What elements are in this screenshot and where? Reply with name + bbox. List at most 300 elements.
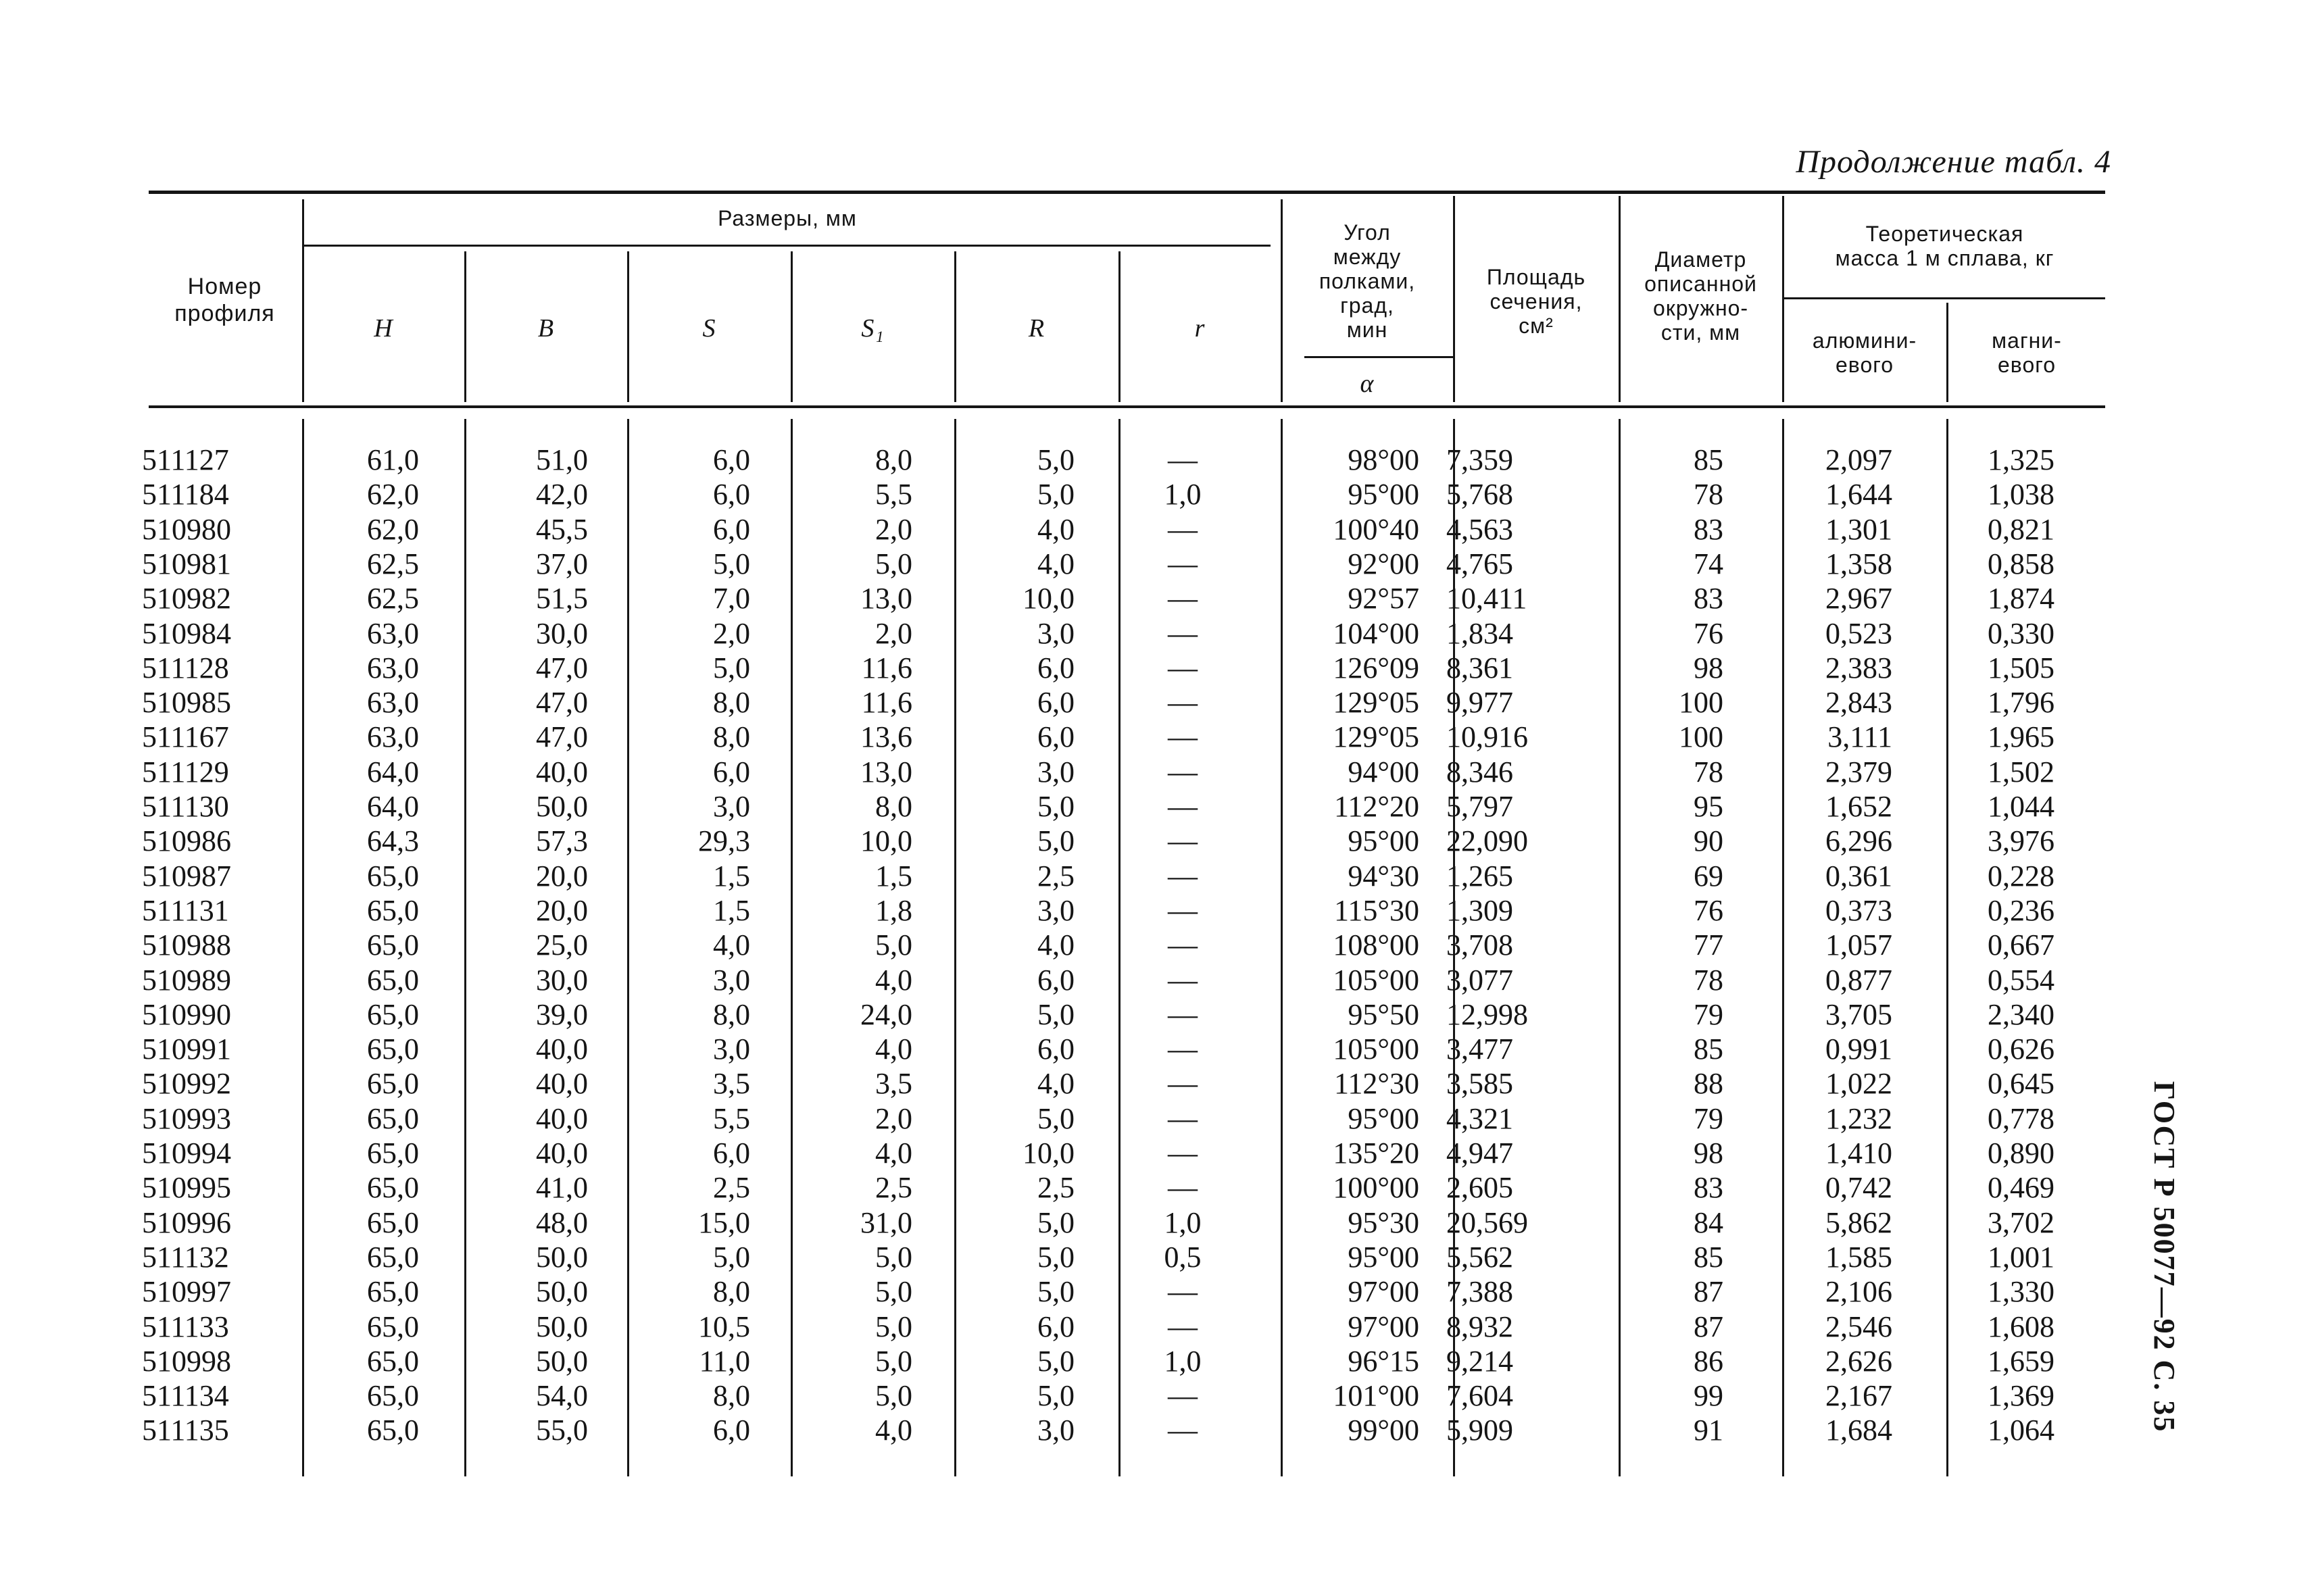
header-aluminium: алюмини- евого	[1812, 328, 1917, 377]
table-row	[0, 1101, 2314, 1137]
profile-number: 511131	[142, 893, 229, 927]
s1-value: 11,6	[861, 651, 912, 684]
profile-number: 511130	[142, 790, 229, 823]
s-value: 6,0	[713, 443, 750, 476]
diameter-value: 95	[1694, 790, 1723, 823]
angle-value: 92°00	[1348, 547, 1419, 580]
h-value: 65,0	[367, 963, 419, 997]
diameter-value: 83	[1694, 1171, 1723, 1205]
r-radius-value: 3,0	[1037, 1414, 1075, 1447]
s-value: 8,0	[713, 997, 750, 1031]
table-row	[0, 755, 2314, 790]
table-row	[0, 1344, 2314, 1379]
header-profile-number: Номер профиля	[174, 274, 275, 326]
h-value: 62,0	[367, 478, 419, 512]
aluminium-mass-value: 0,991	[1825, 1032, 1892, 1066]
r-radius-value: 3,0	[1037, 755, 1075, 789]
header-diameter: Диаметр описанной окружно- сти, мм	[1644, 247, 1757, 345]
r-small-value: —	[1168, 755, 1198, 789]
diameter-value: 100	[1679, 686, 1723, 720]
area-value: 8,346	[1446, 755, 1513, 789]
s-value: 3,0	[713, 963, 750, 997]
profile-number: 510984	[142, 616, 231, 650]
r-radius-value: 2,5	[1037, 1171, 1075, 1205]
s1-value: 8,0	[875, 790, 912, 823]
b-value: 37,0	[536, 547, 588, 580]
table-row	[0, 1205, 2314, 1241]
r-small-value: —	[1168, 859, 1198, 893]
b-value: 50,0	[536, 1344, 588, 1378]
table-row	[0, 1240, 2314, 1275]
r-radius-value: 5,0	[1037, 1275, 1075, 1309]
h-value: 63,0	[367, 720, 419, 754]
r-radius-value: 10,0	[1023, 1137, 1075, 1170]
b-value: 40,0	[536, 1101, 588, 1135]
diameter-value: 69	[1694, 859, 1723, 893]
header-angle-symbol: α	[1360, 370, 1375, 398]
r-small-value: —	[1168, 443, 1198, 476]
s1-value: 5,0	[875, 1275, 912, 1309]
angle-value: 95°00	[1348, 824, 1419, 858]
aluminium-mass-value: 2,546	[1825, 1310, 1892, 1343]
diameter-value: 86	[1694, 1344, 1723, 1378]
r-radius-value: 4,0	[1037, 1067, 1075, 1101]
r-small-value: —	[1168, 1310, 1198, 1343]
magnesium-mass-value: 0,330	[1988, 616, 2054, 650]
s-value: 3,5	[713, 1067, 750, 1101]
s-value: 29,3	[698, 824, 750, 858]
r-small-value: —	[1168, 1067, 1198, 1101]
s1-value: 31,0	[860, 1205, 912, 1239]
angle-value: 97°00	[1348, 1275, 1419, 1309]
profile-number: 510980	[142, 512, 231, 546]
r-small-value: 1,0	[1164, 1205, 1202, 1239]
area-value: 4,947	[1446, 1137, 1513, 1170]
s-value: 15,0	[698, 1205, 750, 1239]
area-value: 10,916	[1446, 720, 1528, 754]
aluminium-mass-value: 1,410	[1825, 1137, 1892, 1170]
s-value: 1,5	[713, 893, 750, 927]
r-radius-value: 3,0	[1037, 893, 1075, 927]
aluminium-mass-value: 2,379	[1825, 755, 1892, 789]
aluminium-mass-value: 0,361	[1825, 859, 1892, 893]
r-small-value: 0,5	[1164, 1240, 1202, 1274]
r-radius-value: 5,0	[1037, 824, 1075, 858]
h-value: 63,0	[367, 651, 419, 684]
table-row	[0, 928, 2314, 963]
profile-number: 511135	[142, 1414, 229, 1447]
b-value: 20,0	[536, 859, 588, 893]
area-value: 5,797	[1446, 790, 1513, 823]
r-radius-value: 6,0	[1037, 963, 1075, 997]
diameter-value: 74	[1694, 547, 1723, 580]
b-value: 51,0	[536, 443, 588, 476]
s-value: 1,5	[713, 859, 750, 893]
s1-value: 5,5	[875, 478, 912, 512]
b-value: 57,3	[536, 824, 588, 858]
magnesium-mass-value: 0,821	[1988, 512, 2054, 546]
magnesium-mass-value: 3,702	[1988, 1205, 2054, 1239]
aluminium-mass-value: 2,097	[1825, 443, 1892, 476]
aluminium-mass-value: 1,585	[1825, 1240, 1892, 1274]
profile-number: 510991	[142, 1032, 231, 1066]
b-value: 45,5	[536, 512, 588, 546]
aluminium-mass-value: 6,296	[1825, 824, 1892, 858]
angle-value: 101°00	[1333, 1379, 1419, 1413]
diameter-value: 83	[1694, 512, 1723, 546]
magnesium-mass-value: 1,001	[1988, 1240, 2054, 1274]
s1-value: 8,0	[875, 443, 912, 476]
s-value: 6,0	[713, 1137, 750, 1170]
profile-number: 510993	[142, 1101, 231, 1135]
r-radius-value: 5,0	[1037, 443, 1075, 476]
r-small-value: 1,0	[1164, 1344, 1202, 1378]
aluminium-mass-value: 1,684	[1825, 1414, 1892, 1447]
table-row	[0, 1136, 2314, 1171]
r-radius-value: 6,0	[1037, 720, 1075, 754]
angle-value: 112°20	[1334, 790, 1419, 823]
s1-value: 24,0	[860, 997, 912, 1031]
profile-number: 510995	[142, 1171, 231, 1205]
dimensions-underline	[303, 245, 1271, 247]
b-value: 41,0	[536, 1171, 588, 1205]
profile-number: 511134	[142, 1379, 229, 1413]
magnesium-mass-value: 0,890	[1988, 1137, 2054, 1170]
r-radius-value: 5,0	[1037, 1101, 1075, 1135]
diameter-value: 78	[1694, 478, 1723, 512]
diameter-value: 84	[1694, 1205, 1723, 1239]
h-value: 65,0	[367, 1205, 419, 1239]
b-value: 30,0	[536, 963, 588, 997]
diameter-value: 98	[1694, 1137, 1723, 1170]
diameter-value: 85	[1694, 1032, 1723, 1066]
b-value: 47,0	[536, 651, 588, 684]
area-value: 7,388	[1446, 1275, 1513, 1309]
aluminium-mass-value: 1,232	[1825, 1101, 1892, 1135]
header-angle: Угол между полками, град, мин	[1319, 220, 1416, 342]
table-row	[0, 651, 2314, 686]
profile-number: 510987	[142, 859, 231, 893]
document-side-title: ГОСТ Р 50077—92 С. 35	[2148, 1081, 2181, 1433]
table-row	[0, 1378, 2314, 1414]
magnesium-mass-value: 1,965	[1988, 720, 2054, 754]
h-value: 65,0	[367, 1240, 419, 1274]
h-value: 63,0	[367, 616, 419, 650]
area-value: 9,214	[1446, 1344, 1513, 1378]
table-row	[0, 789, 2314, 824]
s-value: 3,0	[713, 790, 750, 823]
s-value: 6,0	[713, 1414, 750, 1447]
h-value: 65,0	[367, 997, 419, 1031]
h-value: 65,0	[367, 1414, 419, 1447]
profile-number: 510985	[142, 686, 231, 720]
profile-number: 511127	[142, 443, 229, 476]
area-value: 1,834	[1446, 616, 1513, 650]
b-value: 39,0	[536, 997, 588, 1031]
angle-value: 108°00	[1333, 928, 1419, 962]
b-value: 30,0	[536, 616, 588, 650]
s1-value: 1,5	[875, 859, 912, 893]
b-value: 51,5	[536, 582, 588, 616]
s-value: 6,0	[713, 755, 750, 789]
profile-number: 511184	[142, 478, 229, 512]
s1-value: 2,0	[875, 616, 912, 650]
area-value: 5,768	[1446, 478, 1513, 512]
aluminium-mass-value: 1,057	[1825, 928, 1892, 962]
diameter-value: 79	[1694, 1101, 1723, 1135]
r-small-value: 1,0	[1164, 478, 1202, 512]
s-value: 7,0	[713, 582, 750, 616]
magnesium-mass-value: 1,505	[1988, 651, 2054, 684]
area-value: 22,090	[1446, 824, 1528, 858]
angle-value: 99°00	[1348, 1414, 1419, 1447]
s-value: 11,0	[699, 1344, 750, 1378]
area-value: 5,909	[1446, 1414, 1513, 1447]
r-small-value: —	[1168, 893, 1198, 927]
magnesium-mass-value: 1,064	[1988, 1414, 2054, 1447]
magnesium-mass-value: 3,976	[1988, 824, 2054, 858]
r-small-value: —	[1168, 1379, 1198, 1413]
s1-value: 5,0	[875, 1310, 912, 1343]
r-radius-value: 5,0	[1037, 1379, 1075, 1413]
table-row	[0, 963, 2314, 998]
h-value: 62,5	[367, 582, 419, 616]
magnesium-mass-value: 0,858	[1988, 547, 2054, 580]
s-value: 5,0	[713, 651, 750, 684]
magnesium-mass-value: 1,044	[1988, 790, 2054, 823]
s1-value: 5,0	[875, 547, 912, 580]
profile-number: 510986	[142, 824, 231, 858]
aluminium-mass-value: 1,301	[1825, 512, 1892, 546]
r-radius-value: 6,0	[1037, 651, 1075, 684]
magnesium-mass-value: 1,038	[1988, 478, 2054, 512]
h-value: 65,0	[367, 1101, 419, 1135]
s-value: 5,5	[713, 1101, 750, 1135]
s1-value: 2,0	[875, 512, 912, 546]
b-value: 48,0	[536, 1205, 588, 1239]
header-col-B: B	[537, 314, 555, 343]
diameter-value: 100	[1679, 720, 1723, 754]
aluminium-mass-value: 2,106	[1825, 1275, 1892, 1309]
table-row	[0, 1413, 2314, 1448]
header-mass: Теоретическая масса 1 м сплава, кг	[1835, 222, 2054, 270]
h-value: 64,0	[367, 755, 419, 789]
table-caption: Продолжение табл. 4	[1796, 144, 2111, 180]
magnesium-mass-value: 1,796	[1988, 686, 2054, 720]
h-value: 65,0	[367, 1310, 419, 1343]
r-small-value: —	[1168, 686, 1198, 720]
b-value: 40,0	[536, 1032, 588, 1066]
r-small-value: —	[1168, 1137, 1198, 1170]
profile-number: 510998	[142, 1344, 231, 1378]
aluminium-mass-value: 1,644	[1825, 478, 1892, 512]
s-value: 8,0	[713, 1379, 750, 1413]
s1-value: 13,6	[860, 720, 912, 754]
r-radius-value: 10,0	[1023, 582, 1075, 616]
profile-number: 510989	[142, 963, 231, 997]
r-small-value: —	[1168, 824, 1198, 858]
s1-value: 4,0	[875, 1414, 912, 1447]
h-value: 65,0	[367, 928, 419, 962]
r-radius-value: 6,0	[1037, 686, 1075, 720]
h-value: 64,0	[367, 790, 419, 823]
h-value: 65,0	[367, 1032, 419, 1066]
r-small-value: —	[1168, 720, 1198, 754]
diameter-value: 78	[1694, 755, 1723, 789]
magnesium-mass-value: 0,236	[1988, 893, 2054, 927]
table-row	[0, 1310, 2314, 1345]
angle-value: 100°00	[1333, 1171, 1419, 1205]
aluminium-mass-value: 1,652	[1825, 790, 1892, 823]
magnesium-mass-value: 0,469	[1988, 1171, 2054, 1205]
table-row	[0, 997, 2314, 1032]
s1-value: 1,8	[875, 893, 912, 927]
profile-number: 511133	[142, 1310, 229, 1343]
angle-value: 112°30	[1334, 1067, 1419, 1101]
diameter-value: 79	[1694, 997, 1723, 1031]
profile-number: 510994	[142, 1137, 231, 1170]
r-small-value: —	[1168, 547, 1198, 580]
profile-number: 511128	[142, 651, 229, 684]
aluminium-mass-value: 2,626	[1825, 1344, 1892, 1378]
table-row	[0, 443, 2314, 478]
s-value: 8,0	[713, 720, 750, 754]
s-value: 2,0	[713, 616, 750, 650]
header-dimensions: Размеры, мм	[718, 206, 857, 230]
aluminium-mass-value: 3,705	[1825, 997, 1892, 1031]
area-value: 3,077	[1446, 963, 1513, 997]
r-small-value: —	[1168, 1275, 1198, 1309]
r-radius-value: 5,0	[1037, 997, 1075, 1031]
s1-value: 2,5	[875, 1171, 912, 1205]
b-value: 50,0	[536, 790, 588, 823]
area-value: 8,932	[1446, 1310, 1513, 1343]
h-value: 65,0	[367, 1379, 419, 1413]
magnesium-mass-value: 1,502	[1988, 755, 2054, 789]
s-value: 4,0	[713, 928, 750, 962]
area-value: 4,563	[1446, 512, 1513, 546]
area-value: 12,998	[1446, 997, 1528, 1031]
s-value: 2,5	[713, 1171, 750, 1205]
s-value: 6,0	[713, 512, 750, 546]
aluminium-mass-value: 0,742	[1825, 1171, 1892, 1205]
r-small-value: —	[1168, 1414, 1198, 1447]
diameter-value: 99	[1694, 1379, 1723, 1413]
angle-value: 135°20	[1333, 1137, 1419, 1170]
b-value: 42,0	[536, 478, 588, 512]
header-col-H: H	[374, 314, 393, 343]
aluminium-mass-value: 5,862	[1825, 1205, 1892, 1239]
r-radius-value: 3,0	[1037, 616, 1075, 650]
s-value: 8,0	[713, 686, 750, 720]
header-col-S1: S₁	[861, 314, 885, 343]
aluminium-mass-value: 2,967	[1825, 582, 1892, 616]
b-value: 50,0	[536, 1275, 588, 1309]
b-value: 20,0	[536, 893, 588, 927]
r-small-value: —	[1168, 1171, 1198, 1205]
profile-number: 510996	[142, 1205, 231, 1239]
aluminium-mass-value: 2,843	[1825, 686, 1892, 720]
b-value: 54,0	[536, 1379, 588, 1413]
h-value: 65,0	[367, 1171, 419, 1205]
magnesium-mass-value: 0,645	[1988, 1067, 2054, 1101]
angle-value: 129°05	[1333, 686, 1419, 720]
magnesium-mass-value: 1,369	[1988, 1379, 2054, 1413]
r-small-value: —	[1168, 928, 1198, 962]
s-value: 10,5	[698, 1310, 750, 1343]
table-row	[0, 893, 2314, 928]
r-small-value: —	[1168, 790, 1198, 823]
diameter-value: 85	[1694, 1240, 1723, 1274]
aluminium-mass-value: 3,111	[1827, 720, 1892, 754]
area-value: 3,477	[1446, 1032, 1513, 1066]
s1-value: 4,0	[875, 1032, 912, 1066]
magnesium-mass-value: 1,325	[1988, 443, 2054, 476]
s1-value: 5,0	[875, 1379, 912, 1413]
profile-number: 511129	[142, 755, 229, 789]
angle-value: 97°00	[1348, 1310, 1419, 1343]
table-row	[0, 859, 2314, 894]
area-value: 8,361	[1446, 651, 1513, 684]
s1-value: 5,0	[875, 1240, 912, 1274]
aluminium-mass-value: 1,358	[1825, 547, 1892, 580]
angle-value: 95°00	[1348, 1101, 1419, 1135]
magnesium-mass-value: 0,554	[1988, 963, 2054, 997]
magnesium-mass-value: 1,330	[1988, 1275, 2054, 1309]
magnesium-mass-value: 0,778	[1988, 1101, 2054, 1135]
angle-value: 105°00	[1333, 963, 1419, 997]
area-value: 4,765	[1446, 547, 1513, 580]
diameter-value: 91	[1694, 1414, 1723, 1447]
aluminium-mass-value: 0,523	[1825, 616, 1892, 650]
angle-underline	[1304, 356, 1453, 358]
header-magnesium: магни- евого	[1992, 328, 2062, 377]
angle-value: 115°30	[1334, 893, 1419, 927]
r-small-value: —	[1168, 963, 1198, 997]
area-value: 1,309	[1446, 893, 1513, 927]
header-area: Площадь сечения, см²	[1486, 265, 1586, 338]
table-row	[0, 720, 2314, 755]
magnesium-mass-value: 1,659	[1988, 1344, 2054, 1378]
r-small-value: —	[1168, 1101, 1198, 1135]
angle-value: 95°50	[1348, 997, 1419, 1031]
angle-value: 95°00	[1348, 1240, 1419, 1274]
s1-value: 11,6	[861, 686, 912, 720]
header-col-S: S	[702, 314, 716, 343]
h-value: 65,0	[367, 1344, 419, 1378]
angle-value: 126°09	[1333, 651, 1419, 684]
area-value: 20,569	[1446, 1205, 1528, 1239]
angle-value: 95°30	[1348, 1205, 1419, 1239]
angle-value: 94°00	[1348, 755, 1419, 789]
table-row	[0, 824, 2314, 859]
magnesium-mass-value: 2,340	[1988, 997, 2054, 1031]
r-radius-value: 5,0	[1037, 1205, 1075, 1239]
diameter-value: 77	[1694, 928, 1723, 962]
s-value: 5,0	[713, 1240, 750, 1274]
table-row	[0, 1274, 2314, 1310]
table-row	[0, 1066, 2314, 1101]
area-value: 4,321	[1446, 1101, 1513, 1135]
h-value: 64,3	[367, 824, 419, 858]
profile-number: 510988	[142, 928, 231, 962]
s-value: 5,0	[713, 547, 750, 580]
angle-value: 104°00	[1333, 616, 1419, 650]
aluminium-mass-value: 2,167	[1825, 1379, 1892, 1413]
angle-value: 96°15	[1348, 1344, 1419, 1378]
h-value: 65,0	[367, 859, 419, 893]
h-value: 62,5	[367, 547, 419, 580]
